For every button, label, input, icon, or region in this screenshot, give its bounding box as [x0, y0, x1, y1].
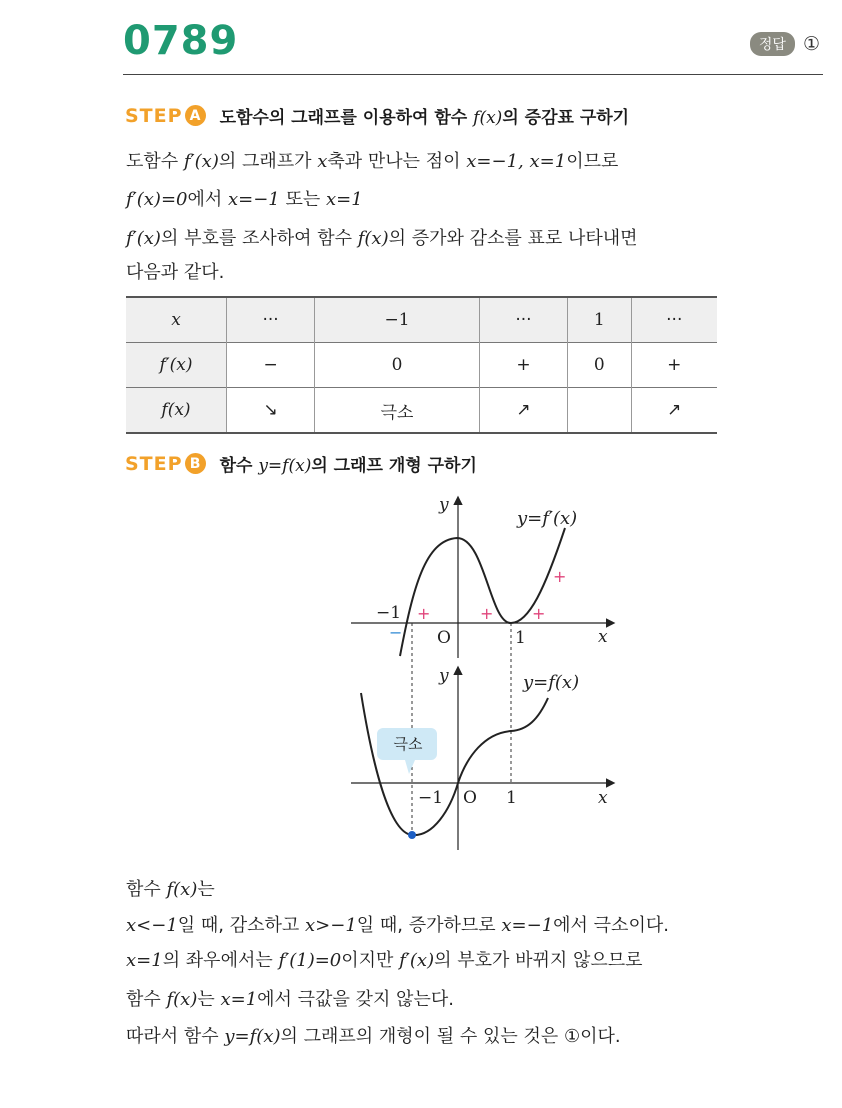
t: 이므로 — [566, 151, 619, 172]
m: y=f(x) — [224, 1026, 281, 1047]
top-origin-label: O — [437, 628, 451, 648]
minus-sign: − — [389, 623, 403, 642]
table-cell: f(x) — [126, 388, 227, 434]
step-b-title-fx: y=f(x) — [258, 456, 312, 476]
m: x=−1, x=1 — [466, 151, 567, 172]
derivative-curve — [400, 528, 565, 656]
sign-table — [126, 296, 717, 434]
bottom-y-label: y — [439, 666, 449, 686]
table-cell: x — [126, 297, 227, 343]
t: 에서 극값을 갖지 않는다. — [257, 989, 454, 1010]
m: f(x) — [166, 989, 198, 1010]
para1-line3 — [126, 224, 638, 250]
para1-line2 — [126, 185, 363, 211]
t: 도함수 — [126, 151, 184, 172]
minimum-callout: 극소 — [393, 735, 423, 753]
step-a-word: STEP — [125, 104, 183, 127]
plus-sign: + — [480, 604, 494, 623]
table-cell: ··· — [479, 297, 567, 343]
step-a-title-post: 의 증감표 구하기 — [502, 108, 630, 128]
t: 의 그래프의 개형이 될 수 있는 것은 ①이다. — [280, 1026, 621, 1047]
function-graphs — [345, 488, 625, 853]
t: 함수 — [126, 989, 167, 1010]
step-b-badge: B — [185, 453, 206, 474]
t: 함수 — [126, 879, 167, 900]
bottom-origin-label: O — [463, 788, 477, 808]
plus-sign: + — [417, 604, 431, 623]
para1-line1 — [126, 147, 618, 173]
step-b-title-pre: 함수 — [219, 456, 259, 476]
answer-badge: 정답 — [750, 32, 795, 56]
table-cell: ↗ — [631, 388, 717, 434]
answer-area — [750, 32, 820, 56]
bottom-x-label: x — [598, 788, 608, 808]
m: x — [317, 151, 328, 172]
para2-line1 — [126, 875, 215, 901]
t: 따라서 함수 — [126, 1026, 225, 1047]
function-label: y=f(x) — [523, 672, 580, 693]
m: x<−1 — [126, 915, 178, 936]
table-cell: ··· — [227, 297, 315, 343]
step-b-heading — [125, 451, 477, 476]
m: f′(x)=0 — [126, 189, 188, 210]
step-a-heading — [125, 103, 629, 128]
m: f′(x) — [183, 151, 219, 172]
t: 또는 — [279, 189, 326, 210]
top-y-label: y — [439, 495, 449, 515]
function-curve — [361, 693, 548, 835]
t: 의 부호가 바뀌지 않으므로 — [434, 950, 643, 971]
m: f′(x) — [126, 228, 161, 249]
m: f′(1)=0 — [278, 950, 342, 971]
table-cell: ↘ — [227, 388, 315, 434]
m: x=1 — [126, 950, 163, 971]
t: 이지만 — [341, 950, 400, 971]
step-a-badge: A — [185, 105, 206, 126]
step-a-title — [220, 103, 630, 128]
t: 의 부호를 조사하여 함수 — [160, 228, 358, 249]
plus-sign: + — [553, 567, 567, 586]
table-row — [126, 343, 717, 388]
m: f(x) — [357, 228, 389, 249]
step-a-title-fx: f(x) — [473, 108, 503, 128]
m: f′(x) — [399, 950, 435, 971]
derivative-label: y=f′(x) — [517, 508, 578, 529]
step-b-word: STEP — [125, 452, 183, 475]
header-divider — [123, 74, 823, 75]
step-a-title-pre: 도함수의 그래프를 이용하여 함수 — [219, 108, 474, 128]
t: 의 증가와 감소를 표로 나타내면 — [388, 228, 638, 249]
plus-sign: + — [532, 604, 546, 623]
table-cell — [568, 388, 631, 434]
step-b-title — [220, 451, 477, 476]
m: x=1 — [326, 189, 363, 210]
answer-value: ① — [802, 33, 820, 55]
t: 에서 — [187, 189, 228, 210]
minimum-point — [408, 831, 416, 839]
table-cell: 0 — [568, 343, 631, 388]
t: 일 때, 감소하고 — [177, 915, 305, 936]
para2-line3 — [126, 946, 643, 972]
table-cell: + — [631, 343, 717, 388]
m: x=−1 — [501, 915, 554, 936]
table-row — [126, 388, 717, 434]
para1-line4: 다음과 같다. — [126, 262, 225, 283]
table-cell: − — [227, 343, 315, 388]
t: 의 그래프가 — [218, 151, 318, 172]
t: 는 — [197, 989, 221, 1010]
m: f(x) — [166, 879, 198, 900]
m: x=−1 — [227, 189, 280, 210]
bottom-tick-neg1: −1 — [418, 788, 444, 808]
para2-line5 — [126, 1022, 621, 1048]
para2-line4 — [126, 985, 454, 1011]
table-cell: 1 — [568, 297, 631, 343]
problem-number: 0789 — [123, 18, 239, 64]
top-tick-neg1: −1 — [376, 603, 402, 623]
t: 의 좌우에서는 — [162, 950, 279, 971]
table-cell: + — [479, 343, 567, 388]
top-tick-1: 1 — [515, 628, 526, 648]
table-cell: ↗ — [479, 388, 567, 434]
t: 는 — [197, 879, 215, 900]
para2-line2 — [126, 911, 669, 937]
m: x>−1 — [305, 915, 357, 936]
t: 축과 만나는 점이 — [327, 151, 467, 172]
top-x-label: x — [598, 627, 608, 647]
table-cell: −1 — [315, 297, 480, 343]
table-cell: f′(x) — [126, 343, 227, 388]
t: 에서 극소이다. — [553, 915, 669, 936]
table-row — [126, 297, 717, 343]
bottom-tick-1: 1 — [506, 788, 517, 808]
table-cell: 극소 — [315, 388, 480, 434]
table-cell: 0 — [315, 343, 480, 388]
t: 일 때, 증가하므로 — [356, 915, 502, 936]
step-b-title-post: 의 그래프 개형 구하기 — [311, 456, 477, 476]
m: x=1 — [220, 989, 258, 1010]
table-cell: ··· — [631, 297, 717, 343]
